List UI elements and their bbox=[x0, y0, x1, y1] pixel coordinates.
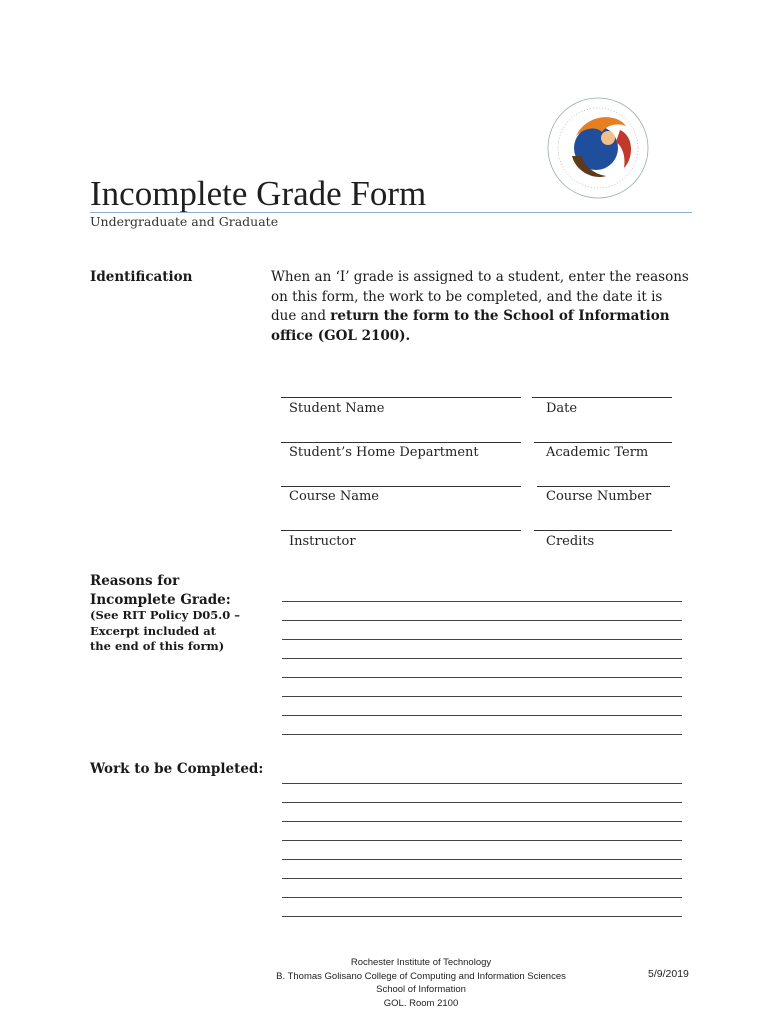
page-subtitle: Undergraduate and Graduate bbox=[90, 214, 279, 229]
identification-label: Identification bbox=[90, 269, 193, 285]
credits-label: Credits bbox=[546, 534, 595, 549]
policy-note-line1: (See RIT Policy D05.0 – bbox=[90, 608, 241, 622]
title-divider bbox=[90, 212, 692, 213]
page-title: Incomplete Grade Form bbox=[90, 174, 427, 213]
work-line[interactable] bbox=[282, 916, 682, 917]
work-line[interactable] bbox=[282, 897, 682, 898]
course-name-field[interactable] bbox=[281, 486, 521, 487]
reasons-line[interactable] bbox=[282, 620, 682, 621]
reasons-line[interactable] bbox=[282, 677, 682, 678]
reasons-label-line2: Incomplete Grade: bbox=[90, 592, 231, 608]
footer-school: School of Information bbox=[376, 984, 466, 996]
work-line[interactable] bbox=[282, 802, 682, 803]
identification-instructions bbox=[271, 268, 691, 346]
reasons-label-line1: Reasons for bbox=[90, 573, 180, 589]
reasons-line[interactable] bbox=[282, 639, 682, 640]
course-number-field[interactable] bbox=[537, 486, 670, 487]
work-label: Work to be Completed: bbox=[90, 761, 264, 777]
policy-note-line3: the end of this form) bbox=[90, 639, 225, 653]
student-name-label: Student Name bbox=[289, 401, 385, 416]
date-label: Date bbox=[546, 401, 578, 416]
reasons-line[interactable] bbox=[282, 734, 682, 735]
reasons-line[interactable] bbox=[282, 601, 682, 602]
instructions-text: When an ‘I’ grade is assigned to a student, enter the reasons on this form, the work to be completed, and the date it is due and bbox=[271, 269, 689, 324]
credits-field[interactable] bbox=[534, 530, 672, 531]
work-line[interactable] bbox=[282, 859, 682, 860]
footer-room: GOL. Room 2100 bbox=[383, 997, 459, 1009]
student-name-field[interactable] bbox=[281, 397, 521, 398]
reasons-policy-note bbox=[90, 608, 240, 655]
home-department-label: Student’s Home Department bbox=[289, 445, 479, 460]
reasons-label bbox=[90, 572, 231, 610]
footer-college: B. Thomas Golisano College of Computing and Information Sciences bbox=[276, 970, 566, 982]
work-line[interactable] bbox=[282, 878, 682, 879]
footer-date: 5/9/2019 bbox=[648, 968, 689, 980]
work-line[interactable] bbox=[282, 840, 682, 841]
work-line[interactable] bbox=[282, 783, 682, 784]
reasons-line[interactable] bbox=[282, 715, 682, 716]
footer-address bbox=[240, 956, 602, 1010]
course-name-label: Course Name bbox=[289, 489, 380, 504]
reasons-line[interactable] bbox=[282, 658, 682, 659]
academic-term-label: Academic Term bbox=[546, 445, 649, 460]
date-field[interactable] bbox=[532, 397, 672, 398]
academic-term-field[interactable] bbox=[534, 442, 672, 443]
instructions-bold-text: return the form to the School of Information office (GOL 2100). bbox=[271, 308, 670, 344]
reasons-line[interactable] bbox=[282, 696, 682, 697]
home-department-field[interactable] bbox=[281, 442, 521, 443]
policy-note-line2: Excerpt included at bbox=[90, 623, 216, 638]
course-number-label: Course Number bbox=[546, 489, 652, 504]
school-seal-icon bbox=[546, 96, 650, 200]
work-line[interactable] bbox=[282, 821, 682, 822]
instructor-label: Instructor bbox=[289, 534, 356, 549]
footer-institution: Rochester Institute of Technology bbox=[350, 957, 492, 968]
instructor-field[interactable] bbox=[281, 530, 521, 531]
